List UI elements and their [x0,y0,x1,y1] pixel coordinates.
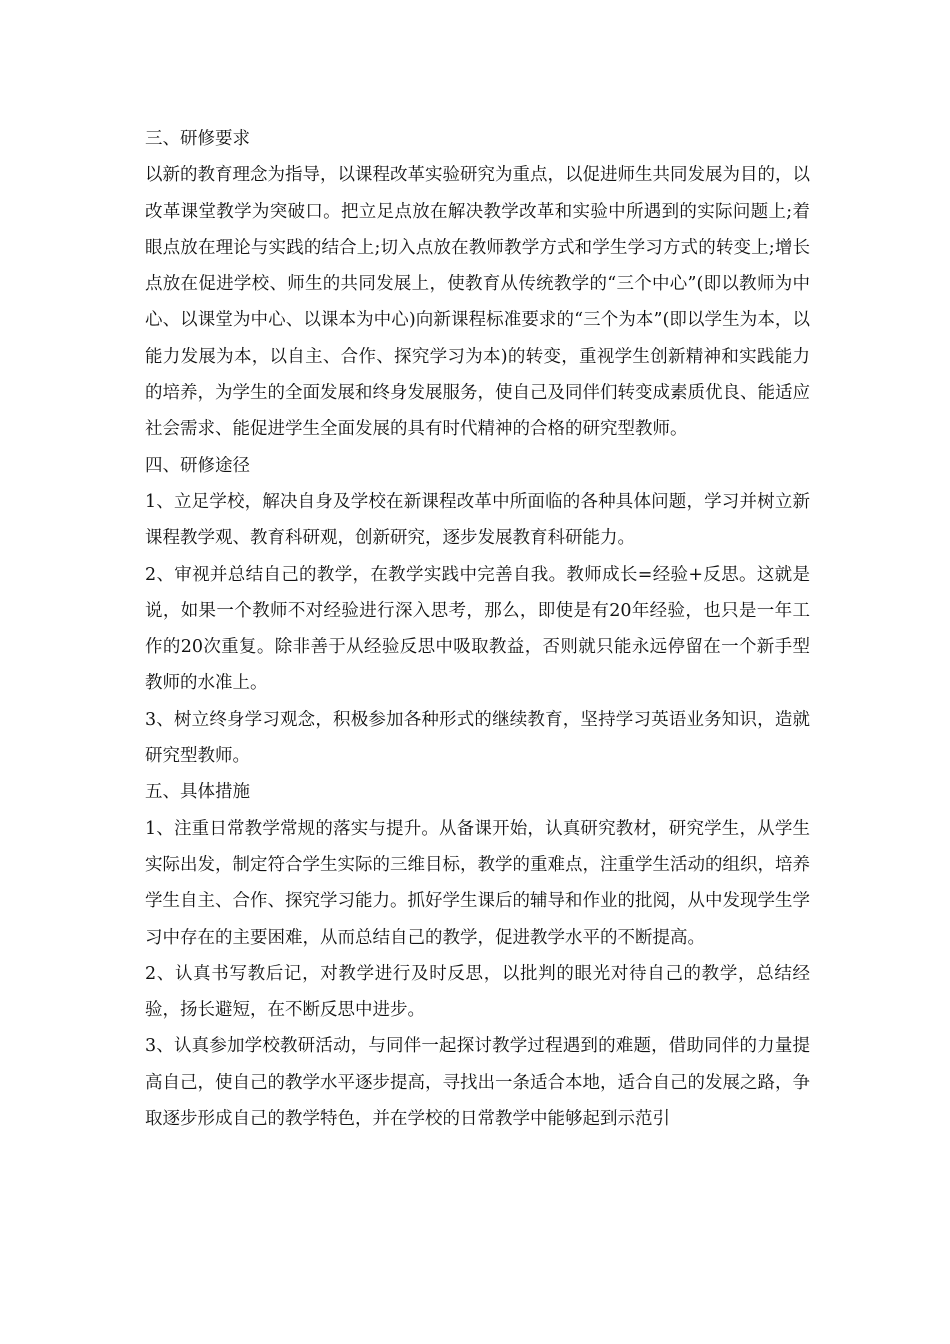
section-research-requirements [145,121,810,448]
paragraph: 2、审视并总结自己的教学，在教学实践中完善自我。教师成长=经验+反思。这就是说，如果一个教师不对经验进行深入思考，那么，即使是有20年经验，也只是一年工作的20次重复。除非善于从经验反思中吸取教益，否则就只能永远停留在一个新手型教师的水准上。 [145,564,810,694]
section-heading: 五、具体措施 [145,782,250,803]
section-specific-measures [145,774,810,1137]
paragraph: 1、注重日常教学常规的落实与提升。从备课开始，认真研究教材，研究学生，从学生实际出发，制定符合学生实际的三维目标，教学的重难点，注重学生活动的组织，培养学生自主、合作、探究学习能力。抓好学生课后的辅导和作业的批阅，从中发现学生学习中存在的主要困难，从而总结自己的教学，促进教学水平的不断提高。 [145,818,810,948]
section-heading: 三、研修要求 [145,129,250,149]
section-heading: 四、研修途径 [145,455,250,476]
paragraph: 1、立足学校，解决自身及学校在新课程改革中所面临的各种具体问题，学习并树立新课程教学观、教育科研观，创新研究，逐步发展教育科研能力。 [145,491,810,549]
document-page [145,121,810,1137]
paragraph: 以新的教育理念为指导，以课程改革实验研究为重点，以促进师生共同发展为目的，以改革课堂教学为突破口。把立足点放在解决教学改革和实验中所遇到的实际问题上;着眼点放在理论与实践的结合上;切入点放在教师教学方式和学生学习方式的转变上;增长点放在促进学校、师生的共同发展上，使教育从传统教学的“三个中心”(即以教师为中心、以课堂为中心、以课本为中心)向新课程标准要求的“三个为本”(即以学生为本，以能力发展为本，以自主、合作、探究学习为本)的转变，重视学生创新精神和实践能力的培养，为学生的全面发展和终身发展服务，使自己及同伴们转变成素质优良、能适应社会需求、能促进学生全面发展的具有时代精神的合格的研究型教师。 [145,165,810,440]
paragraph: 3、认真参加学校教研活动，与同伴一起探讨教学过程遇到的难题，借助同伴的力量提高自己，使自己的教学水平逐步提高，寻找出一条适合本地，适合自己的发展之路，争取逐步形成自己的教学特色，并在学校的日常教学中能够起到示范引 [145,1036,810,1130]
paragraph: 2、认真书写教后记，对教学进行及时反思，以批判的眼光对待自己的教学，总结经验，扬长避短，在不断反思中进步。 [145,963,810,1021]
paragraph: 3、树立终身学习观念，积极参加各种形式的继续教育，坚持学习英语业务知识，造就研究型教师。 [145,709,810,767]
section-research-approaches [145,448,810,775]
